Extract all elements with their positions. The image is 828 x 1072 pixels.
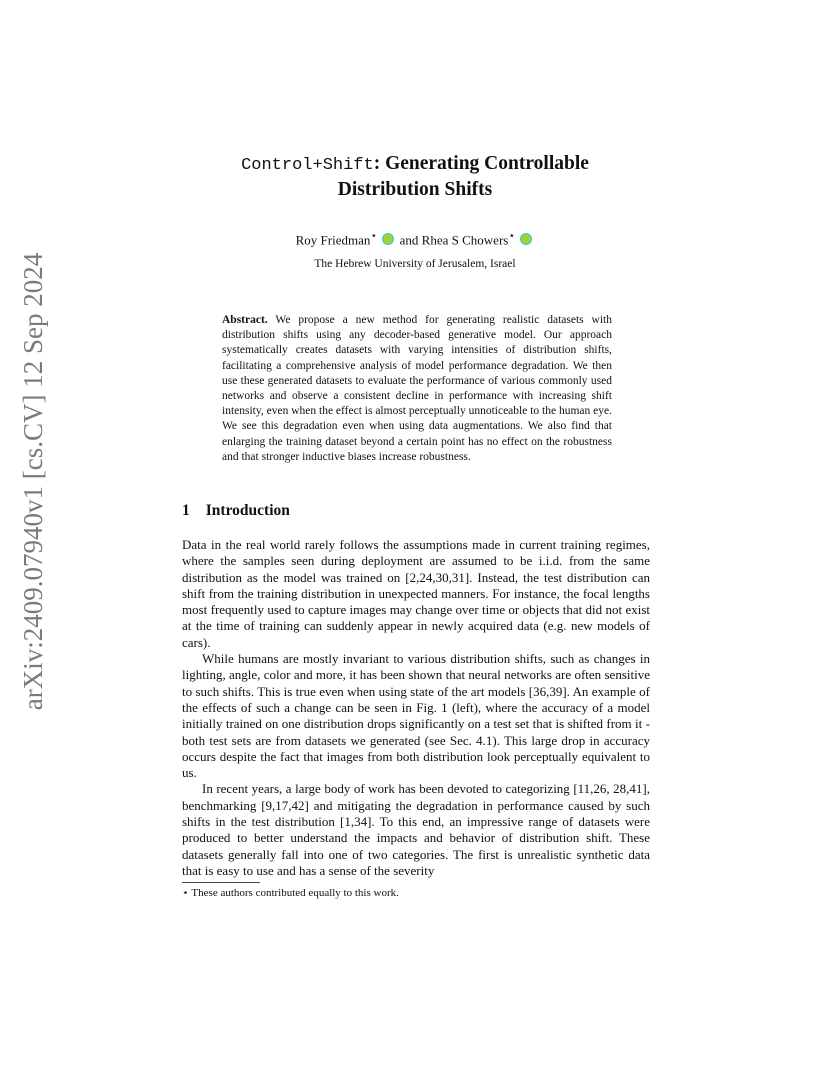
body-text: [182, 537, 650, 879]
title-line1: : Generating Controllable: [373, 153, 589, 174]
author-joiner: and: [396, 232, 422, 248]
author-2: Rhea S Chowers: [421, 232, 509, 248]
arxiv-stamp: [14, 252, 54, 710]
affiliation: The Hebrew University of Jerusalem, Israel: [314, 258, 516, 270]
author-line: [180, 229, 650, 248]
abstract: [222, 313, 612, 465]
section-title: Introduction: [205, 502, 290, 519]
orcid-icon[interactable]: [520, 233, 532, 245]
section-heading: [182, 502, 290, 520]
title-line2: Distribution Shifts: [337, 179, 493, 200]
footnote-rule: [182, 882, 260, 883]
abstract-text: We propose a new method for generating realistic datasets with distribution shifts using any decoder-based generative model. Our approach systematically creates datasets with varying intensities of distribution shifts, facilitating a comprehensive analysis of model performance degradation. We then use these generated datasets to evaluate the performance of various commonly used networks and observe a consistent decline in performance with increasing shift intensity, even when the effect is almost perceptually unnoticeable to the human eye. We see this degradation even when using data augmentations. We also find that enlarging the training dataset beyond a certain point has no effect on the robustness and that stronger inductive biases increase robustness.: [222, 314, 612, 463]
arxiv-stamp-text: arXiv:2409.07940v1 [cs.CV] 12 Sep 2024: [18, 252, 49, 710]
author-2-marker: ⋆: [508, 230, 516, 242]
abstract-label: Abstract.: [222, 314, 268, 326]
section-number: 1: [182, 502, 190, 519]
orcid-icon[interactable]: [382, 233, 394, 245]
paragraph: While humans are mostly invariant to various distribution shifts, such as changes in lighting, angle, color and more, it has been shown that neural networks are often sensitive to such shifts. This is true even when using state of the art models [36,39]. An example of the effects of such a change can be seen in Fig. 1 (left), where the accuracy of a model initially trained on one distribution drops significantly on a test set that is shifted from it - both test sets are from datasets we generated (see Sec. 4.1). This large drop in accuracy occurs despite the fact that images from both distribution look perceptually equivalent to us.: [182, 651, 650, 781]
paragraph: Data in the real world rarely follows the assumptions made in current training regimes, where the samples seen during deployment are assumed to be i.i.d. from the same distribution as the model was trained on [2,24,30,31]. Instead, the test distribution can shift from the training distribution in unexpected manners. For instance, the focal lengths most frequently used to capture images may change over time or objects that did not exist at the time of training can suddenly appear in newly acquired data (e.g. new models of cars).: [182, 537, 650, 650]
footnote: ⋆ These authors contributed equally to this work.: [182, 887, 399, 899]
author-1-marker: ⋆: [370, 230, 378, 242]
paragraph: In recent years, a large body of work has been devoted to categorizing [11,26, 28,41], benchmarking [9,17,42] and mitigating the degradation in performance caused by such shifts in the test distribution [1,34]. To this end, an impressive range of datasets were produced to better understand the impacts and behavior of distribution shift. These datasets generally fall into one of two categories. The first is unrealistic synthetic data that is easy to use and has a sense of the severity: [182, 781, 650, 878]
title-mono-part: Control+Shift: [241, 156, 374, 175]
author-1: Roy Friedman: [295, 232, 371, 248]
paper-title: [180, 152, 650, 202]
